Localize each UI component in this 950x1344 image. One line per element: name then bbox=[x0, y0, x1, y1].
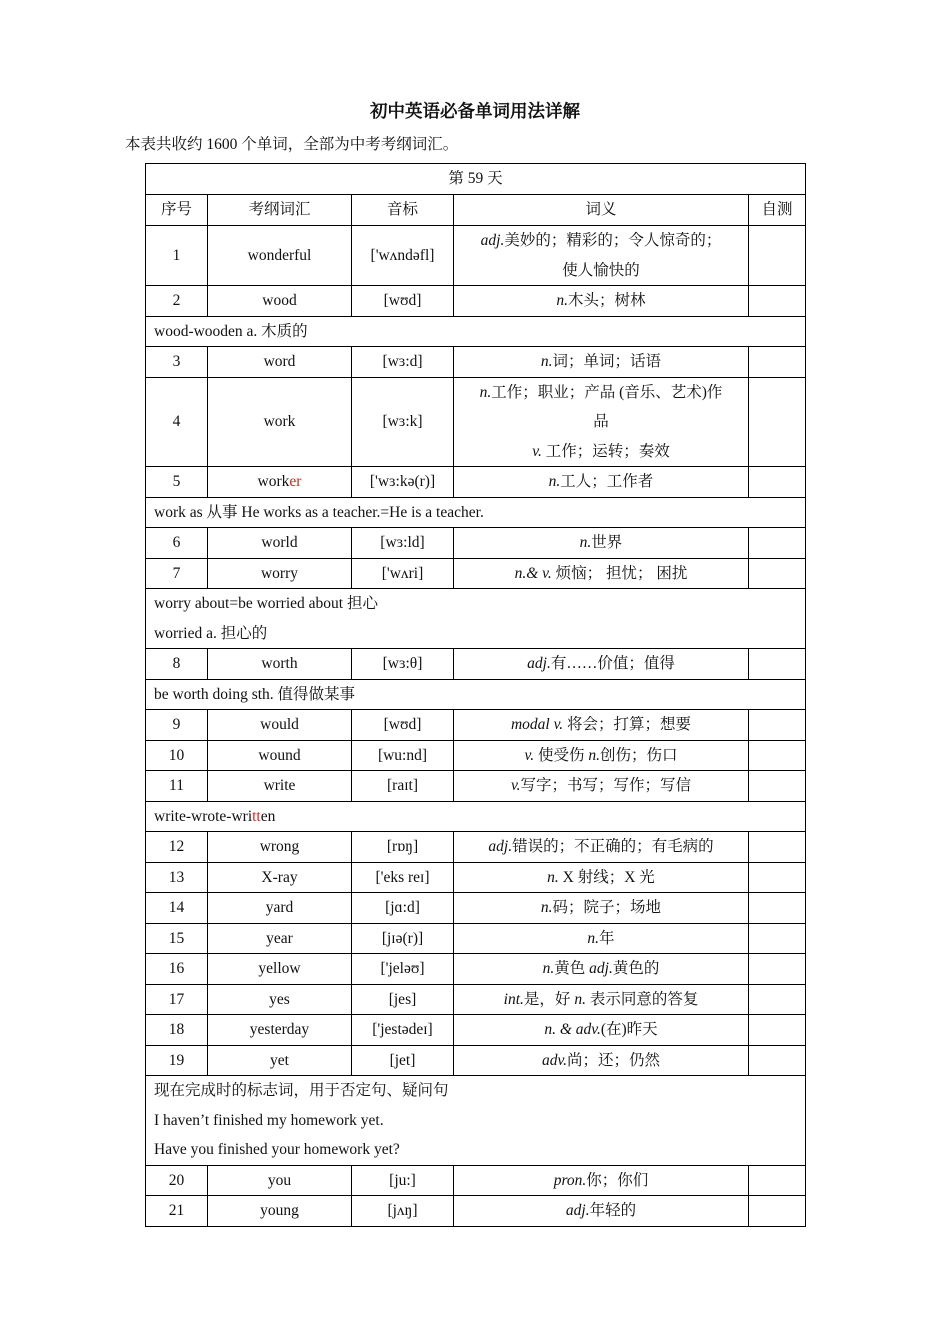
note-line: worried a. 担心的 bbox=[154, 624, 268, 642]
note-line: Have you finished your homework yet? bbox=[154, 1141, 400, 1158]
row-number: 19 bbox=[146, 1045, 208, 1076]
phonetic: ['eks reɪ] bbox=[352, 862, 454, 893]
part-of-speech: n. bbox=[574, 990, 586, 1008]
self-test-cell[interactable] bbox=[749, 832, 806, 863]
part-of-speech: adj. bbox=[565, 1202, 590, 1219]
meaning-line bbox=[458, 378, 744, 408]
part-of-speech: n. bbox=[587, 929, 600, 947]
table-row bbox=[146, 1165, 806, 1196]
phonetic: [wu:nd] bbox=[352, 740, 454, 771]
part-of-speech: adj. bbox=[488, 838, 513, 855]
header-test: 自测 bbox=[749, 195, 806, 226]
meaning bbox=[454, 1015, 749, 1046]
table-row bbox=[146, 1196, 806, 1227]
part-of-speech: n. & adv. bbox=[544, 1021, 601, 1038]
self-test-cell[interactable] bbox=[749, 923, 806, 954]
row-number: 18 bbox=[146, 1015, 208, 1046]
meaning bbox=[454, 771, 749, 802]
meaning bbox=[454, 740, 749, 771]
meaning-line bbox=[458, 985, 744, 1015]
meaning-text: X 射线；X 光 bbox=[558, 868, 655, 886]
phonetic: [wɜ:ld] bbox=[352, 528, 454, 559]
vocab-word: young bbox=[208, 1196, 352, 1227]
part-of-speech: adj. bbox=[589, 960, 613, 977]
meaning-line bbox=[458, 286, 744, 316]
vocab-word: wound bbox=[208, 740, 352, 771]
meaning bbox=[454, 377, 749, 467]
row-number: 5 bbox=[146, 467, 208, 498]
meaning-text: 将会；打算；想要 bbox=[563, 716, 692, 733]
table-row bbox=[146, 984, 806, 1015]
row-number: 14 bbox=[146, 893, 208, 924]
phonetic: ['wɜ:kə(r)] bbox=[352, 467, 454, 498]
row-number: 10 bbox=[146, 740, 208, 771]
meaning-line bbox=[458, 467, 744, 497]
intro-text: 本表共收约 1600 个单词，全部为中考考纲词汇。 bbox=[125, 136, 459, 153]
part-of-speech: n. bbox=[540, 899, 553, 916]
row-number: 17 bbox=[146, 984, 208, 1015]
note-row bbox=[146, 589, 806, 649]
table-row bbox=[146, 467, 806, 498]
meaning-line bbox=[458, 1015, 744, 1045]
self-test-cell[interactable] bbox=[749, 347, 806, 378]
meaning-line bbox=[458, 863, 744, 893]
vocab-word: X-ray bbox=[208, 862, 352, 893]
day-label: 第 59 天 bbox=[146, 164, 806, 195]
meaning-line bbox=[458, 347, 744, 377]
phonetic: [ju:] bbox=[352, 1165, 454, 1196]
phonetic: [wɜ:k] bbox=[352, 377, 454, 467]
vocab-word: would bbox=[208, 710, 352, 741]
meaning-line bbox=[458, 559, 744, 589]
phonetic: ['wʌri] bbox=[352, 558, 454, 589]
self-test-cell[interactable] bbox=[749, 954, 806, 985]
part-of-speech: n. bbox=[588, 746, 600, 764]
meaning-line bbox=[458, 528, 744, 558]
meaning-text: 年轻的 bbox=[589, 1202, 637, 1219]
self-test-cell[interactable] bbox=[749, 984, 806, 1015]
meaning-text: 年 bbox=[599, 929, 615, 947]
meaning-text: 你；你们 bbox=[586, 1171, 649, 1189]
note-row bbox=[146, 497, 806, 528]
phonetic: ['jestədeɪ] bbox=[352, 1015, 454, 1046]
self-test-cell[interactable] bbox=[749, 1015, 806, 1046]
meaning bbox=[454, 528, 749, 559]
table-row bbox=[146, 923, 806, 954]
part-of-speech: int. bbox=[503, 990, 524, 1008]
self-test-cell[interactable] bbox=[749, 740, 806, 771]
usage-note bbox=[146, 1076, 806, 1166]
note-text: en bbox=[260, 807, 276, 825]
phonetic: [raɪt] bbox=[352, 771, 454, 802]
phonetic: [jes] bbox=[352, 984, 454, 1015]
phonetic: [jɑ:d] bbox=[352, 893, 454, 924]
self-test-cell[interactable] bbox=[749, 771, 806, 802]
meaning-line bbox=[458, 924, 744, 954]
meaning-line bbox=[458, 710, 744, 740]
vocab-word: yellow bbox=[208, 954, 352, 985]
phonetic: [jɪə(r)] bbox=[352, 923, 454, 954]
part-of-speech: v. bbox=[532, 442, 542, 460]
vocab-word: write bbox=[208, 771, 352, 802]
meaning bbox=[454, 558, 749, 589]
note-line: wood-wooden a. 木质的 bbox=[154, 322, 308, 340]
part-of-speech: n.& v. bbox=[514, 564, 552, 582]
meaning-line bbox=[458, 954, 744, 984]
self-test-cell[interactable] bbox=[749, 1196, 806, 1227]
meaning-line: 品 bbox=[593, 413, 609, 430]
table-row bbox=[146, 954, 806, 985]
meaning bbox=[454, 862, 749, 893]
part-of-speech: n. bbox=[548, 473, 561, 490]
row-number: 4 bbox=[146, 377, 208, 467]
vocab-word: yes bbox=[208, 984, 352, 1015]
usage-note bbox=[146, 589, 806, 649]
usage-note bbox=[146, 801, 806, 832]
meaning-text: 美妙的；精彩的；令人惊奇的； bbox=[504, 232, 722, 249]
vocab-word: wrong bbox=[208, 832, 352, 863]
part-of-speech: v. bbox=[524, 746, 535, 764]
row-number: 13 bbox=[146, 862, 208, 893]
part-of-speech: n. bbox=[540, 353, 553, 370]
meaning-text: 创伤；伤口 bbox=[599, 746, 678, 764]
table-row bbox=[146, 377, 806, 467]
self-test-cell[interactable] bbox=[749, 528, 806, 559]
meaning-line bbox=[458, 1196, 744, 1226]
table-row bbox=[146, 528, 806, 559]
meaning-text: 尚；还；仍然 bbox=[567, 1051, 661, 1069]
header-row bbox=[146, 195, 806, 226]
meaning-line bbox=[458, 771, 744, 801]
self-test-cell[interactable] bbox=[749, 226, 806, 286]
header-phonetic: 音标 bbox=[352, 195, 454, 226]
meaning-text: 黄色 bbox=[554, 960, 590, 977]
word-base: work bbox=[257, 473, 290, 490]
note-line: work as 从事 He works as a teacher.=He is a teacher. bbox=[154, 503, 484, 521]
row-number: 9 bbox=[146, 710, 208, 741]
part-of-speech: adj. bbox=[480, 232, 505, 249]
vocab-word: work bbox=[208, 377, 352, 467]
table-row bbox=[146, 558, 806, 589]
phonetic: [jʌŋ] bbox=[352, 1196, 454, 1227]
row-number: 16 bbox=[146, 954, 208, 985]
vocab-word: you bbox=[208, 1165, 352, 1196]
meaning bbox=[454, 467, 749, 498]
phonetic: [wʊd] bbox=[352, 286, 454, 317]
row-number: 7 bbox=[146, 558, 208, 589]
phonetic: [jet] bbox=[352, 1045, 454, 1076]
meaning bbox=[454, 347, 749, 378]
meaning-text: 工人；工作者 bbox=[560, 473, 654, 490]
meaning bbox=[454, 710, 749, 741]
header-no: 序号 bbox=[146, 195, 208, 226]
word-suffix-highlight: er bbox=[289, 473, 302, 490]
table-row bbox=[146, 226, 806, 286]
vocab-word: yet bbox=[208, 1045, 352, 1076]
note-row bbox=[146, 316, 806, 347]
phonetic: ['jeləʊ] bbox=[352, 954, 454, 985]
meaning bbox=[454, 923, 749, 954]
meaning-text: 错误的；不正确的；有毛病的 bbox=[512, 838, 714, 855]
meaning-text: 码；院子；场地 bbox=[552, 899, 662, 916]
self-test-cell[interactable] bbox=[749, 377, 806, 467]
self-test-cell[interactable] bbox=[749, 1165, 806, 1196]
meaning-text: 表示同意的答复 bbox=[585, 990, 699, 1008]
phonetic: [wɜ:θ] bbox=[352, 649, 454, 680]
part-of-speech: modal v. bbox=[510, 716, 564, 733]
meaning bbox=[454, 1165, 749, 1196]
usage-note bbox=[146, 316, 806, 347]
row-number: 21 bbox=[146, 1196, 208, 1227]
meaning-text: 木头；树林 bbox=[568, 292, 646, 309]
part-of-speech: v. bbox=[510, 777, 521, 794]
part-of-speech: n. bbox=[542, 960, 555, 977]
vocab-word: worth bbox=[208, 649, 352, 680]
self-test-cell[interactable] bbox=[749, 862, 806, 893]
meaning-text: 有……价值；值得 bbox=[550, 655, 675, 672]
vocab-word: word bbox=[208, 347, 352, 378]
meaning-line bbox=[458, 741, 744, 771]
note-line: I haven’t finished my homework yet. bbox=[154, 1111, 384, 1129]
table-row bbox=[146, 1045, 806, 1076]
part-of-speech: n. bbox=[579, 534, 592, 551]
self-test-cell[interactable] bbox=[749, 1045, 806, 1076]
table-row bbox=[146, 1015, 806, 1046]
page-title: 初中英语必备单词用法详解 bbox=[370, 101, 580, 121]
row-number: 3 bbox=[146, 347, 208, 378]
vocab-word: worry bbox=[208, 558, 352, 589]
note-line: be worth doing sth. 值得做某事 bbox=[154, 685, 356, 703]
row-number: 8 bbox=[146, 649, 208, 680]
note-line: 现在完成时的标志词，用于否定句、疑问句 bbox=[154, 1082, 449, 1099]
row-number: 11 bbox=[146, 771, 208, 802]
meaning-text: 词；单词；话语 bbox=[552, 353, 662, 370]
meaning-text: 使受伤 bbox=[534, 746, 589, 764]
meaning bbox=[454, 954, 749, 985]
row-number: 20 bbox=[146, 1165, 208, 1196]
phonetic: [rɒŋ] bbox=[352, 832, 454, 863]
vocab-word: yesterday bbox=[208, 1015, 352, 1046]
row-number: 6 bbox=[146, 528, 208, 559]
part-of-speech: pron. bbox=[553, 1171, 587, 1189]
part-of-speech: n. bbox=[547, 868, 559, 886]
meaning bbox=[454, 984, 749, 1015]
meaning-text: 工作；运转；奏效 bbox=[541, 442, 670, 460]
meaning-text: 是，好 bbox=[523, 990, 575, 1008]
meaning-line bbox=[458, 832, 744, 862]
day-row bbox=[146, 164, 806, 195]
note-row bbox=[146, 679, 806, 710]
meaning-line bbox=[458, 893, 744, 923]
phonetic: [wʊd] bbox=[352, 710, 454, 741]
header-word: 考纲词汇 bbox=[208, 195, 352, 226]
meaning bbox=[454, 286, 749, 317]
meaning-line bbox=[458, 226, 744, 256]
meaning-line bbox=[458, 1166, 744, 1196]
meaning-text: 工作；职业；产品 (音乐、艺术)作 bbox=[491, 383, 723, 401]
row-number: 12 bbox=[146, 832, 208, 863]
meaning-line bbox=[458, 649, 744, 679]
meaning-line bbox=[458, 1046, 744, 1076]
meaning bbox=[454, 1045, 749, 1076]
part-of-speech: adv. bbox=[541, 1051, 568, 1069]
meaning bbox=[454, 226, 749, 286]
part-of-speech: n. bbox=[479, 383, 492, 401]
usage-note bbox=[146, 497, 806, 528]
usage-note bbox=[146, 679, 806, 710]
vocab-word: year bbox=[208, 923, 352, 954]
table-row bbox=[146, 649, 806, 680]
meaning-line: 使人愉快的 bbox=[562, 261, 640, 279]
row-number: 15 bbox=[146, 923, 208, 954]
note-line: worry about=be worried about 担心 bbox=[154, 595, 378, 612]
table-row bbox=[146, 832, 806, 863]
self-test-cell[interactable] bbox=[749, 286, 806, 317]
table-row bbox=[146, 286, 806, 317]
table-row bbox=[146, 740, 806, 771]
part-of-speech: n. bbox=[556, 292, 569, 309]
meaning bbox=[454, 1196, 749, 1227]
meaning-text: 烦恼； 担忧； 困扰 bbox=[551, 564, 688, 582]
note-row bbox=[146, 801, 806, 832]
table-row bbox=[146, 893, 806, 924]
meaning-text: (在)昨天 bbox=[600, 1021, 658, 1038]
table-row bbox=[146, 771, 806, 802]
vocab-word bbox=[208, 467, 352, 498]
phonetic: ['wʌndəfl] bbox=[352, 226, 454, 286]
row-number: 2 bbox=[146, 286, 208, 317]
note-text: write-wrote-wri bbox=[154, 807, 253, 825]
meaning bbox=[454, 649, 749, 680]
self-test-cell[interactable] bbox=[749, 558, 806, 589]
header-meaning: 词义 bbox=[454, 195, 749, 226]
meaning-text: 黄色的 bbox=[612, 960, 660, 977]
self-test-cell[interactable] bbox=[749, 893, 806, 924]
meaning bbox=[454, 832, 749, 863]
note-line bbox=[154, 802, 801, 832]
self-test-cell[interactable] bbox=[749, 467, 806, 498]
table-row bbox=[146, 862, 806, 893]
self-test-cell[interactable] bbox=[749, 710, 806, 741]
vocab-word: wood bbox=[208, 286, 352, 317]
row-number: 1 bbox=[146, 226, 208, 286]
vocab-word: wonderful bbox=[208, 226, 352, 286]
meaning-text: 世界 bbox=[591, 534, 623, 551]
meaning-text: 写字；书写；写作；写信 bbox=[520, 777, 692, 794]
meaning bbox=[454, 893, 749, 924]
table-row bbox=[146, 347, 806, 378]
meaning-line bbox=[458, 437, 744, 467]
vocabulary-table bbox=[145, 163, 806, 1227]
table-row bbox=[146, 710, 806, 741]
vocab-word: world bbox=[208, 528, 352, 559]
phonetic: [wɜ:d] bbox=[352, 347, 454, 378]
note-row bbox=[146, 1076, 806, 1166]
part-of-speech: adj. bbox=[527, 655, 551, 672]
self-test-cell[interactable] bbox=[749, 649, 806, 680]
vocab-word: yard bbox=[208, 893, 352, 924]
note-highlight: tt bbox=[252, 807, 261, 825]
